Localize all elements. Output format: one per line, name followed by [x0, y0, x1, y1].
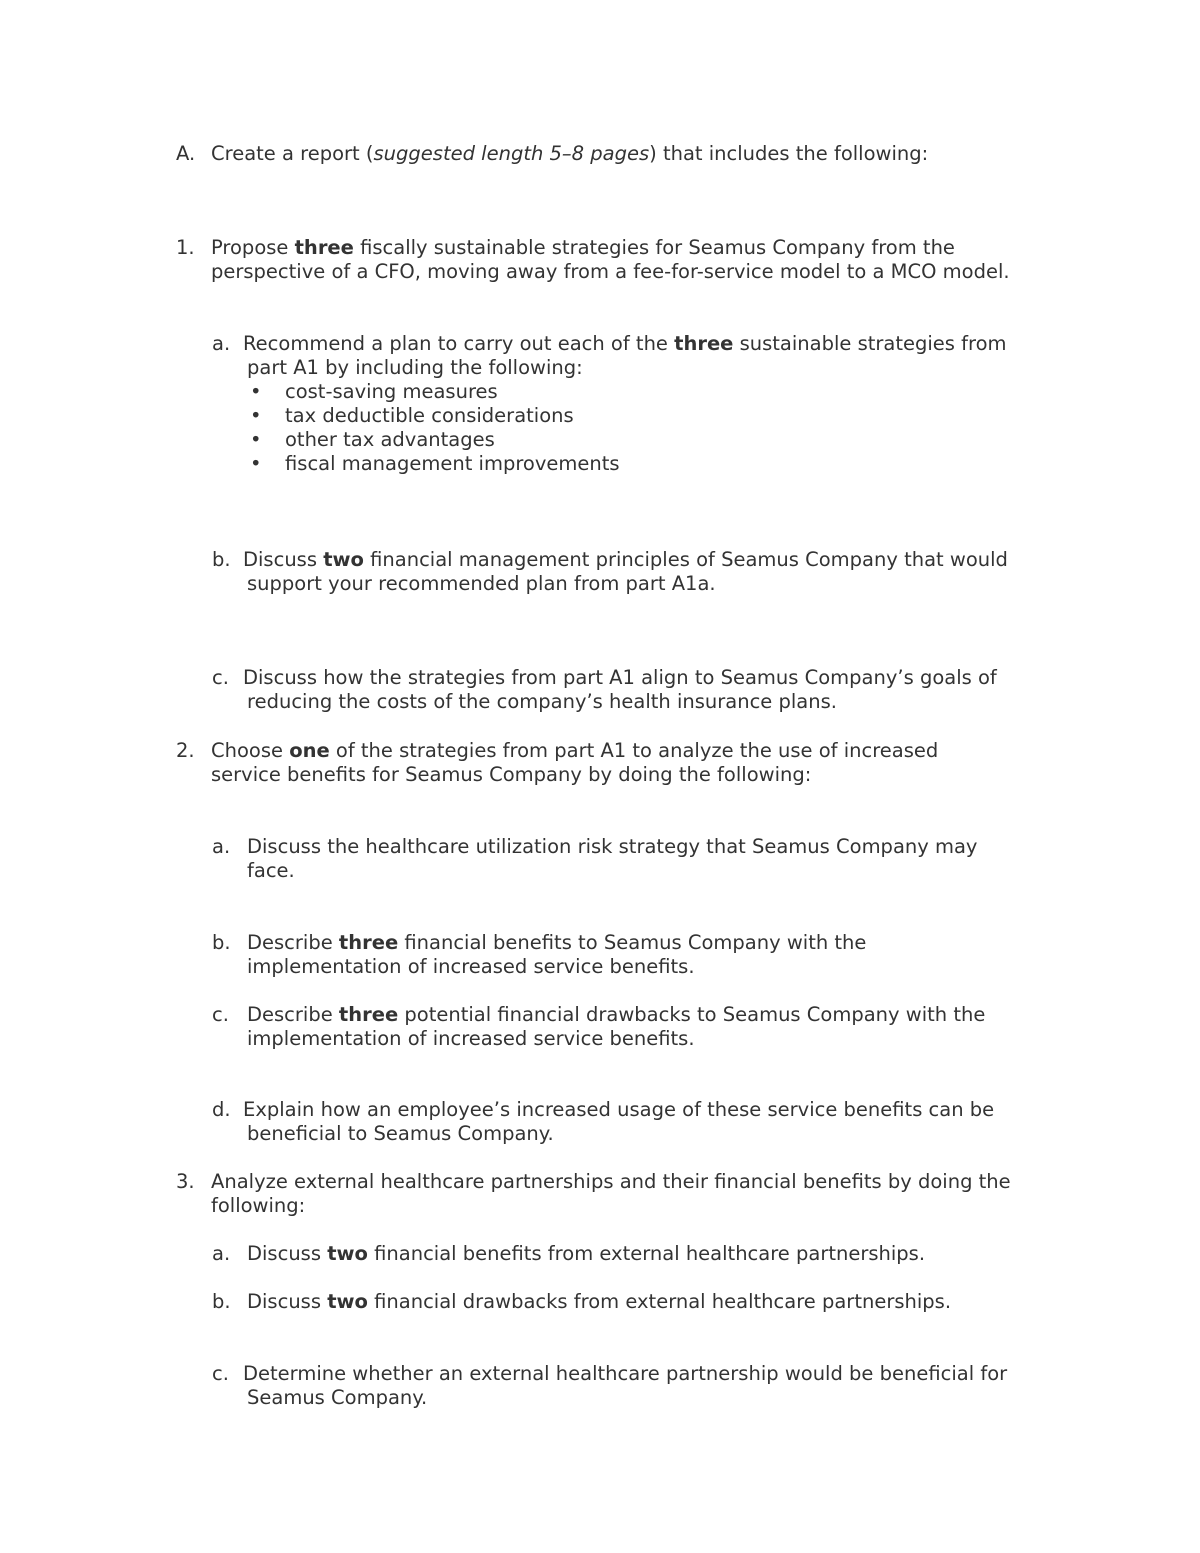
bullet-icon: •: [250, 452, 262, 475]
list-marker: b.: [212, 931, 231, 954]
bullet-icon: •: [250, 428, 262, 451]
list-item: • tax deductible considerations: [250, 404, 574, 427]
list-marker: 1.: [176, 236, 195, 259]
list-marker: b.: [212, 1290, 231, 1313]
list-item: • fiscal management improvements: [250, 452, 620, 475]
list-marker: c.: [212, 1003, 229, 1026]
list-marker: c.: [212, 666, 229, 689]
emphasis: three: [338, 1003, 399, 1026]
item-3b-text: Discuss two financial drawbacks from external healthcare partnerships.: [247, 1290, 952, 1313]
list-item: • other tax advantages: [250, 428, 495, 451]
emphasis: two: [327, 1290, 368, 1313]
item-3-text: Analyze external healthcare partnerships and their financial benefits by doing the following:: [211, 1170, 1011, 1217]
item-2b-text: Describe three financial benefits to Seamus Company with the implementation of increased service benefits.: [247, 931, 867, 978]
emphasis: three: [294, 236, 354, 259]
list-marker: b.: [212, 548, 231, 571]
list-marker: c.: [212, 1362, 229, 1385]
list-marker: d.: [212, 1098, 231, 1121]
list-marker: a.: [212, 1242, 231, 1265]
item-1c-text: Discuss how the strategies from part A1 align to Seamus Company’s goals of reducing the costs of the company’s health insurance plans.: [243, 666, 997, 713]
item-3c-text: Determine whether an external healthcare partnership would be beneficial for Seamus Company.: [243, 1362, 1008, 1409]
item-2d-text: Explain how an employee’s increased usage of these service benefits can be beneficial to Seamus Company.: [243, 1098, 995, 1145]
bullet-icon: •: [250, 380, 262, 403]
section-a-text: Create a report (suggested length 5–8 pages) that includes the following:: [211, 142, 929, 165]
list-marker: 2.: [176, 739, 195, 762]
emphasis: one: [289, 739, 330, 762]
item-1-text: Propose three fiscally sustainable strategies for Seamus Company from the perspective of a CFO, moving away from a fee-for-service model to a MCO model.: [211, 236, 1010, 283]
list-marker: a.: [212, 835, 231, 858]
emphasis: two: [323, 548, 364, 571]
item-2-text: Choose one of the strategies from part A1 to analyze the use of increased service benefits for Seamus Company by doing the following:: [211, 739, 939, 786]
list-item: • cost-saving measures: [250, 380, 498, 403]
emphasis: three: [338, 931, 399, 954]
list-marker: A.: [176, 142, 196, 165]
item-2a-text: Discuss the healthcare utilization risk strategy that Seamus Company may face.: [247, 835, 978, 882]
emphasis: three: [674, 332, 734, 355]
item-3a-text: Discuss two financial benefits from external healthcare partnerships.: [247, 1242, 926, 1265]
list-marker: 3.: [176, 1170, 195, 1193]
item-1b-text: Discuss two financial management principles of Seamus Company that would support your recommended plan from part A1a.: [243, 548, 1008, 595]
bullet-icon: •: [250, 404, 262, 427]
item-2c-text: Describe three potential financial drawbacks to Seamus Company with the implementation of increased service benefits.: [247, 1003, 986, 1050]
suggested-length-note: suggested length 5–8 pages: [373, 142, 650, 165]
item-1a-text: Recommend a plan to carry out each of the three sustainable strategies from part A1 by including the following:: [243, 332, 1007, 379]
emphasis: two: [327, 1242, 368, 1265]
list-marker: a.: [212, 332, 231, 355]
